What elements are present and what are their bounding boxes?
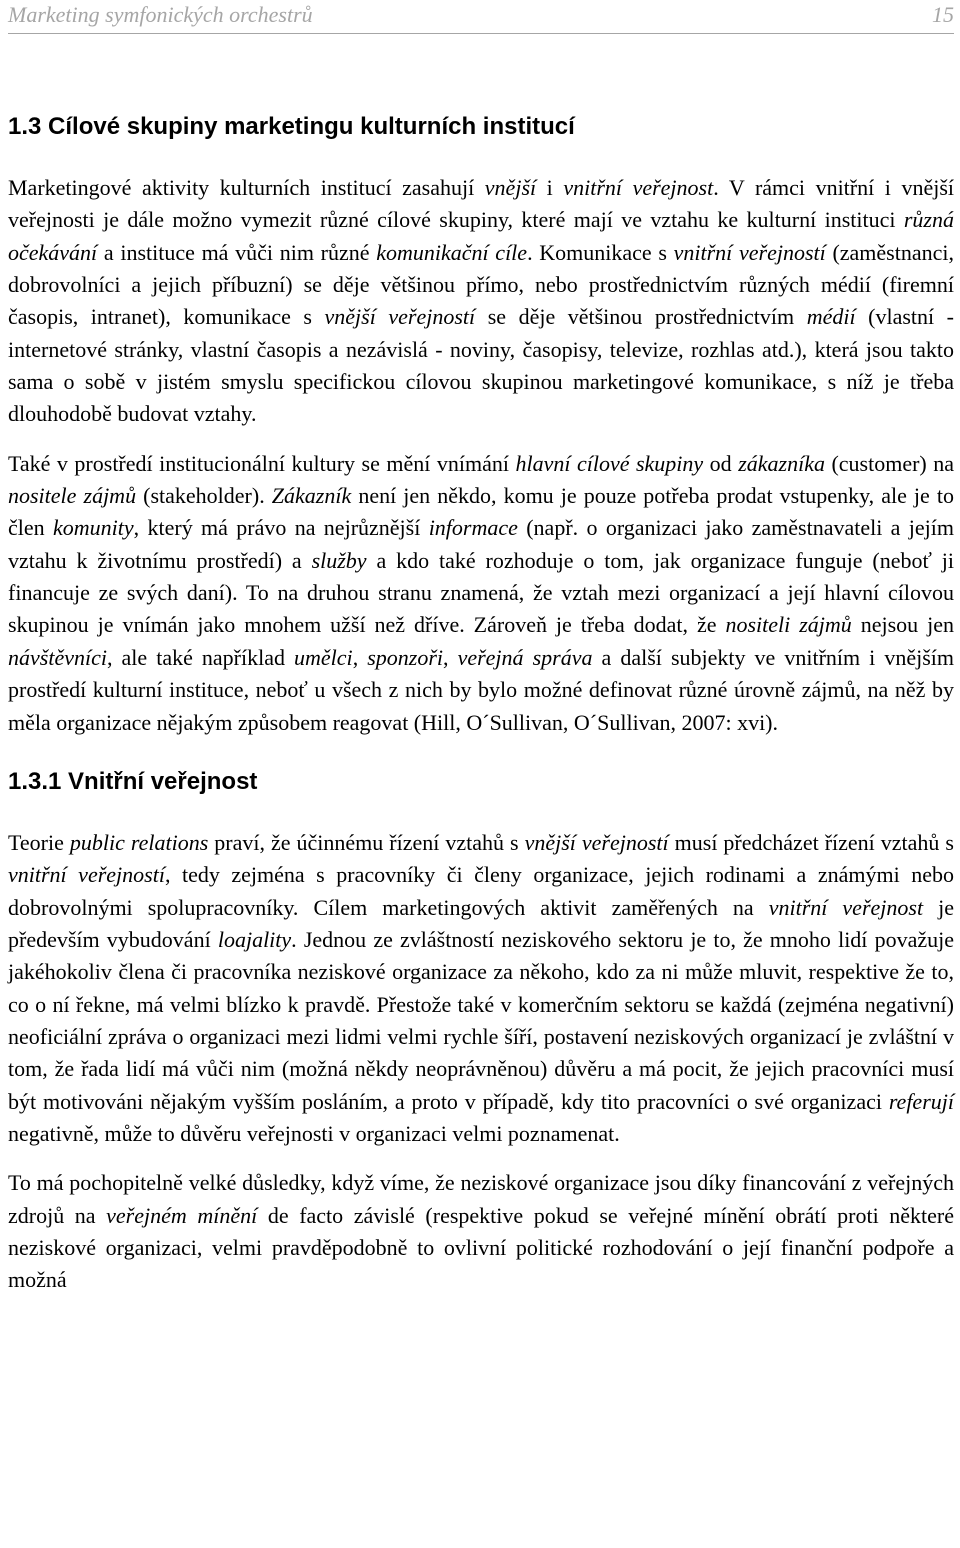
subsection-paragraph-2 bbox=[8, 1167, 954, 1296]
body-text: není jen někdo, komu je pouze potřeba prodat vstupenky, ale je to člen bbox=[8, 483, 954, 541]
page-content bbox=[8, 112, 954, 1314]
section-paragraph-2 bbox=[8, 448, 954, 739]
page-number: 15 bbox=[932, 2, 954, 27]
emphasis-text: vnější veřejností bbox=[324, 304, 476, 330]
header-rule bbox=[8, 33, 954, 34]
emphasis-text: různá očekávání bbox=[8, 207, 954, 265]
emphasis-text: umělci bbox=[294, 644, 353, 670]
section-heading: 1.3 Cílové skupiny marketingu kulturních institucí bbox=[8, 113, 575, 140]
body-text: (customer) na bbox=[824, 450, 955, 476]
header-title: Marketing symfonických orchestrů bbox=[8, 2, 313, 27]
body-text: se děje většinou prostřednictvím bbox=[475, 304, 807, 330]
body-text: (např. o organizaci jako zaměstnavateli a jejím vztahu k životnímu prostředí) a bbox=[8, 515, 954, 573]
running-header bbox=[8, 2, 954, 28]
body-text: . Komunikace s bbox=[527, 239, 674, 265]
emphasis-text: návštěvníci bbox=[8, 644, 107, 670]
body-text: a instituce má vůči nim různé bbox=[97, 239, 377, 265]
body-text: od bbox=[703, 450, 739, 476]
emphasis-text: vnější bbox=[484, 175, 537, 200]
body-text: (vlastní - internetové stránky, vlastní časopis a nezávislá - noviny, časopisy, televize, rozhlas atd.), která jsou takto sama o sobě v jistém smyslu specifickou cílovou skupinou marketingové komunikace, s níž je třeba dlouhodobě budovat vztahy. bbox=[8, 304, 954, 427]
emphasis-text: vnitřní veřejností bbox=[673, 239, 826, 265]
emphasis-text: veřejná správa bbox=[457, 644, 593, 670]
body-text: (stakeholder). bbox=[136, 483, 272, 509]
emphasis-text: médií bbox=[806, 304, 856, 330]
emphasis-text: informace bbox=[428, 515, 518, 541]
body-text: , bbox=[443, 644, 458, 670]
emphasis-text: vnější veřejností bbox=[524, 829, 669, 855]
emphasis-text: loajality bbox=[217, 926, 292, 952]
section-paragraph-1 bbox=[8, 172, 954, 431]
emphasis-text: public relations bbox=[69, 829, 209, 855]
emphasis-text: sponzoři bbox=[367, 644, 444, 670]
emphasis-text: služby bbox=[311, 547, 367, 573]
body-text: , tedy zejména s pracovníky či členy organizace, jejich rodinami a známými nebo dobrovolnými spolupracovníky. Cílem marketingových aktivit zaměřených na bbox=[8, 862, 955, 920]
body-text: , ale také například bbox=[106, 644, 295, 670]
emphasis-text: zákazníka bbox=[738, 450, 825, 476]
emphasis-text: vnitřní veřejností bbox=[8, 862, 165, 888]
emphasis-text: hlavní cílové skupiny bbox=[515, 450, 704, 476]
emphasis-text: komunity bbox=[53, 515, 134, 541]
body-text: Teorie bbox=[8, 829, 70, 855]
subsection-paragraph-1 bbox=[8, 827, 954, 1150]
body-text: a další subjekty ve vnitřním i vnějším prostředí kulturní instituce, neboť u všech z nich by bylo možné definovat různé úrovně zájmů, na něž by měla organizace nějakým způsobem reagovat (Hill, O´Sullivan, O´Sullivan, 2007: xvi). bbox=[8, 644, 954, 735]
body-text: To má pochopitelně velké důsledky, když víme, že neziskové organizace jsou díky financování z veřejných zdrojů na bbox=[8, 1170, 954, 1228]
emphasis-text: vnitřní veřejnost bbox=[768, 894, 924, 920]
body-text: je především vybudování bbox=[8, 894, 954, 952]
body-text: , bbox=[352, 644, 368, 670]
body-text: praví, že účinnému řízení vztahů s bbox=[208, 829, 525, 855]
emphasis-text: vnitřní veřejnost bbox=[563, 175, 714, 200]
emphasis-text: veřejném mínění bbox=[106, 1202, 258, 1228]
subsection-heading: 1.3.1 Vnitřní veřejnost bbox=[8, 767, 258, 795]
emphasis-text: referují bbox=[888, 1088, 954, 1114]
body-text: negativně, může to důvěru veřejnosti v organizaci velmi poznamenat. bbox=[8, 1120, 620, 1146]
emphasis-text: nositele zájmů bbox=[8, 483, 137, 509]
body-text: i bbox=[536, 175, 564, 200]
body-text: . V rámci vnitřní i vnější veřejnosti je dále možno vymezit různé cílové skupiny, které mají ve vztahu ke kulturní instituci bbox=[8, 175, 955, 233]
body-text: Také v prostředí institucionální kultury se mění vnímání bbox=[8, 450, 516, 476]
body-text: , který má právo na nejrůznější bbox=[133, 515, 429, 541]
body-text: . Jednou ze zvláštností neziskového sektoru je to, že mnoho lidí považuje jakéhokoliv člena či pracovníka neziskové organizace za někoho, kdo za ni může mluvit, respektive že to, co o ní řekne, má velmi blízko k pravdě. Přestože také v komerčním sektoru se každá (zejména negativní) neoficiální zpráva o organizaci mezi lidmi velmi rychle šíří, postavení neziskových organizací je zvláštní v tom, že řada lidí má vůči nim (možná někdy neoprávněnou) důvěru a má pocit, že jejich pracovníci musí být motivováni nějakým vyšším posláním, a proto v případě, kdy tito pracovníci o své organizaci bbox=[8, 926, 954, 1114]
body-text: a kdo také rozhoduje o tom, jak organizace funguje (neboť ji financuje ze svých daní). To na druhou stranu znamená, že vztah mezi organizací a její hlavní cílovou skupinou je vnímán jako mnohem užší než dříve. Zároveň je třeba dodat, že bbox=[8, 547, 954, 638]
emphasis-text: komunikační cíle bbox=[376, 239, 528, 265]
body-text: nejsou jen bbox=[851, 612, 954, 638]
emphasis-text: nositeli zájmů bbox=[725, 612, 852, 638]
body-text: de facto závislé (respektive pokud se veřejné mínění obrátí proti některé neziskové organizaci, velmi pravděpodobně to ovlivní politické rozhodování o její finanční podpoře a možná bbox=[8, 1202, 955, 1293]
body-text: musí předcházet řízení vztahů s bbox=[668, 829, 954, 855]
body-text: (zaměstnanci, dobrovolníci a jejich příbuzní) se děje většinou přímo, nebo prostřednictvím různých médií (firemní časopis, intranet), komunikace s bbox=[8, 239, 954, 330]
body-text: Marketingové aktivity kulturních institucí zasahují bbox=[8, 175, 485, 200]
emphasis-text: Zákazník bbox=[271, 483, 352, 509]
